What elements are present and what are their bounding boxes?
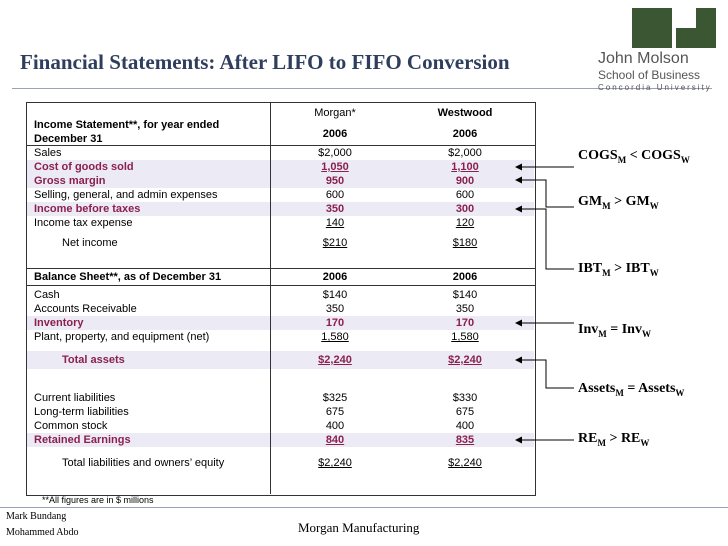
footer-author-1: Mark Bundang (6, 511, 67, 522)
logo-line3: Concordia University (598, 83, 712, 92)
footer-company: Morgan Manufacturing (298, 520, 420, 535)
value-westwood-current-liabilities: $330 (452, 392, 478, 404)
value-morgan-gross-margin: 950 (325, 175, 345, 187)
row-label-inventory: Inventory (34, 317, 84, 329)
value-westwood-long-term-liabilities: 675 (455, 406, 475, 418)
value-westwood-retained-earnings: 835 (455, 434, 475, 446)
value-morgan-ibt: 350 (325, 203, 345, 215)
value-westwood-receivables: 350 (455, 303, 475, 315)
value-westwood-common-stock: 400 (455, 420, 475, 432)
balance-sheet-header: Balance Sheet**, as of December 31 (34, 271, 222, 283)
value-westwood-sales: $2,000 (448, 147, 482, 159)
year-westwood-bs: 2006 (452, 271, 478, 283)
year-morgan: 2006 (322, 128, 348, 140)
row-label-gross-margin: Gross margin (34, 175, 106, 187)
value-morgan-total-assets: $2,240 (318, 354, 352, 366)
value-morgan-retained-earnings: 840 (325, 434, 345, 446)
row-label-total-liabilities-equity: Total liabilities and owners’ equity (62, 457, 225, 469)
row-label-cogs: Cost of goods sold (34, 161, 134, 173)
column-header-westwood: Westwood (437, 107, 493, 119)
value-westwood-cash: $140 (452, 289, 478, 301)
value-westwood-total-assets: $2,240 (448, 354, 482, 366)
row-label-ppe: Plant, property, and equipment (net) (34, 331, 210, 343)
row-label-ibt: Income before taxes (34, 203, 141, 215)
value-morgan-sga: 600 (325, 189, 345, 201)
value-westwood-cogs: 1,100 (451, 161, 479, 173)
row-label-net-income: Net income (62, 237, 118, 249)
value-morgan-current-liabilities: $325 (322, 392, 348, 404)
value-morgan-net-income: $210 (322, 237, 348, 249)
row-label-cash: Cash (34, 289, 60, 301)
value-westwood-ppe: 1,580 (451, 331, 479, 343)
value-morgan-ppe: 1,580 (321, 331, 349, 343)
row-label-total-assets: Total assets (62, 354, 125, 366)
value-westwood-ibt: 300 (455, 203, 475, 215)
row-label-long-term-liabilities: Long-term liabilities (34, 406, 129, 418)
value-morgan-long-term-liabilities: 675 (325, 406, 345, 418)
arrow-ibt (516, 209, 574, 269)
logo-line2: School of Business (598, 68, 701, 82)
row-label-common-stock: Common stock (34, 420, 108, 432)
row-label-retained-earnings: Retained Earnings (34, 434, 131, 446)
value-morgan-tax: 140 (325, 217, 345, 229)
value-westwood-inventory: 170 (455, 317, 475, 329)
value-morgan-cogs: 1,050 (321, 161, 349, 173)
value-westwood-sga: 600 (455, 189, 475, 201)
year-westwood: 2006 (452, 128, 478, 140)
row-label-current-liabilities: Current liabilities (34, 392, 116, 404)
annotation-assets: Assets$_M$ = Assets$_W$ (578, 381, 685, 398)
value-morgan-receivables: 350 (325, 303, 345, 315)
annotation-inv: Inv$_M$ = Inv$_W$ (578, 322, 651, 339)
column-header-morgan: Morgan* (314, 107, 356, 119)
logo-line1: John Molson (598, 50, 689, 67)
annotation-re: $RE_M > RE_W$ (578, 431, 650, 448)
year-morgan-bs: 2006 (322, 271, 348, 283)
value-morgan-common-stock: 400 (325, 420, 345, 432)
annotation-gm: $GM_M > GM_W$ (578, 194, 659, 211)
value-westwood-gross-margin: 900 (455, 175, 475, 187)
row-label-sga: Selling, general, and admin expenses (34, 189, 218, 201)
footer-divider (0, 507, 728, 508)
arrow-assets (516, 360, 574, 388)
value-westwood-net-income: $180 (452, 237, 478, 249)
income-statement-header: Income Statement**, for year ended December 31 (34, 119, 220, 145)
arrow-gm (516, 180, 574, 207)
table-footnote: **All figures are in $ millions (42, 495, 154, 505)
annotation-ibt: $IBT_M > IBT_W$ (578, 261, 659, 278)
value-morgan-cash: $140 (322, 289, 348, 301)
value-morgan-inventory: 170 (325, 317, 345, 329)
value-westwood-tax: 120 (455, 217, 475, 229)
page-title: Financial Statements: After LIFO to FIFO Conversion (20, 50, 510, 74)
row-label-tax: Income tax expense (34, 217, 133, 229)
annotation-cogs: $COGS_M$ < $COGS_W$ (578, 148, 690, 165)
row-label-receivables: Accounts Receivable (34, 303, 137, 315)
value-morgan-total-liabilities-equity: $2,240 (318, 457, 352, 469)
footer-author-2: Mohammed Abdo (6, 527, 79, 538)
value-westwood-total-liabilities-equity: $2,240 (448, 457, 482, 469)
row-label-sales: Sales (34, 147, 62, 159)
value-morgan-sales: $2,000 (318, 147, 352, 159)
